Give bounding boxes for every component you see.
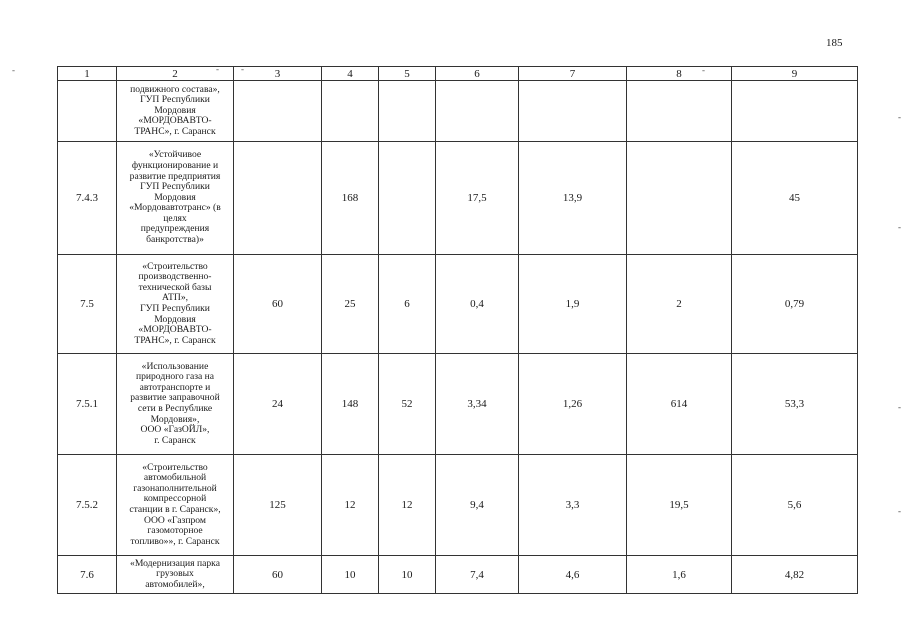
value-cell <box>519 81 627 142</box>
value-cell: 25 <box>322 255 379 354</box>
column-header: 8 <box>627 67 732 81</box>
description-cell: «Устойчивое функционирование и развитие предприятия ГУП Республики Мордовия «Мордовавтотранс» (в целях предупреждения банкротства)» <box>117 142 234 255</box>
description-cell: «Строительство автомобильной газонаполнительной компрессорной станции в г. Саранск», ООО «Газпром газомоторное топливо»», г. Саранск <box>117 455 234 556</box>
description-cell: подвижного состава», ГУП Республики Мордовия «МОРДОВАВТО- ТРАНС», г. Саранск <box>117 81 234 142</box>
row-number-cell: 7.4.3 <box>58 142 117 255</box>
description-cell: «Модернизация парка грузовых автомобилей», <box>117 556 234 594</box>
table-row <box>58 354 858 455</box>
column-header: 5 <box>379 67 436 81</box>
table-row <box>58 556 858 594</box>
column-header: 7 <box>519 67 627 81</box>
value-cell: 7,4 <box>436 556 519 594</box>
value-cell <box>627 142 732 255</box>
edge-mark: - <box>898 506 901 516</box>
column-header: 4 <box>322 67 379 81</box>
edge-mark: - <box>898 402 901 412</box>
table-row <box>58 255 858 354</box>
value-cell: 3,34 <box>436 354 519 455</box>
table-row <box>58 81 858 142</box>
value-cell: 168 <box>322 142 379 255</box>
value-cell: 19,5 <box>627 455 732 556</box>
value-cell: 1,9 <box>519 255 627 354</box>
column-header: 6 <box>436 67 519 81</box>
value-cell: 4,82 <box>732 556 858 594</box>
table-row <box>58 455 858 556</box>
value-cell: 1,6 <box>627 556 732 594</box>
margin-mark: - <box>702 65 705 75</box>
value-cell: 53,3 <box>732 354 858 455</box>
value-cell <box>732 81 858 142</box>
value-cell: 17,5 <box>436 142 519 255</box>
value-cell: 1,26 <box>519 354 627 455</box>
row-number-cell <box>58 81 117 142</box>
edge-mark: - <box>898 112 901 122</box>
value-cell: 5,6 <box>732 455 858 556</box>
row-number-cell: 7.6 <box>58 556 117 594</box>
edge-mark: - <box>898 222 901 232</box>
value-cell: 2 <box>627 255 732 354</box>
description-cell: «Строительство производственно- технической базы АТП», ГУП Республики Мордовия «МОРДОВАВТО- ТРАНС», г. Саранск <box>117 255 234 354</box>
value-cell: 60 <box>234 556 322 594</box>
margin-mark: - <box>241 64 244 74</box>
column-header: 2 <box>117 67 234 81</box>
value-cell: 3,3 <box>519 455 627 556</box>
column-header: 3 <box>234 67 322 81</box>
value-cell: 0,79 <box>732 255 858 354</box>
value-cell: 52 <box>379 354 436 455</box>
data-table <box>57 66 858 594</box>
margin-mark: - <box>12 65 15 75</box>
value-cell: 0,4 <box>436 255 519 354</box>
table-row <box>58 142 858 255</box>
value-cell: 12 <box>322 455 379 556</box>
value-cell: 4,6 <box>519 556 627 594</box>
value-cell <box>234 142 322 255</box>
row-number-cell: 7.5.1 <box>58 354 117 455</box>
value-cell <box>234 81 322 142</box>
value-cell: 60 <box>234 255 322 354</box>
value-cell: 9,4 <box>436 455 519 556</box>
row-number-cell: 7.5 <box>58 255 117 354</box>
value-cell: 24 <box>234 354 322 455</box>
column-header: 9 <box>732 67 858 81</box>
header-row <box>58 67 858 81</box>
value-cell: 614 <box>627 354 732 455</box>
value-cell: 13,9 <box>519 142 627 255</box>
value-cell <box>436 81 519 142</box>
value-cell: 12 <box>379 455 436 556</box>
row-number-cell: 7.5.2 <box>58 455 117 556</box>
description-cell: «Использование природного газа на автотранспорте и развитие заправочной сети в Республике Мордовия», ООО «ГазОЙЛ», г. Саранск <box>117 354 234 455</box>
page-number: 185 <box>826 37 843 49</box>
column-header: 1 <box>58 67 117 81</box>
value-cell: 6 <box>379 255 436 354</box>
margin-mark: - <box>216 64 219 74</box>
value-cell <box>379 142 436 255</box>
value-cell: 10 <box>322 556 379 594</box>
value-cell <box>379 81 436 142</box>
value-cell: 10 <box>379 556 436 594</box>
value-cell <box>627 81 732 142</box>
value-cell: 125 <box>234 455 322 556</box>
value-cell: 45 <box>732 142 858 255</box>
value-cell: 148 <box>322 354 379 455</box>
value-cell <box>322 81 379 142</box>
